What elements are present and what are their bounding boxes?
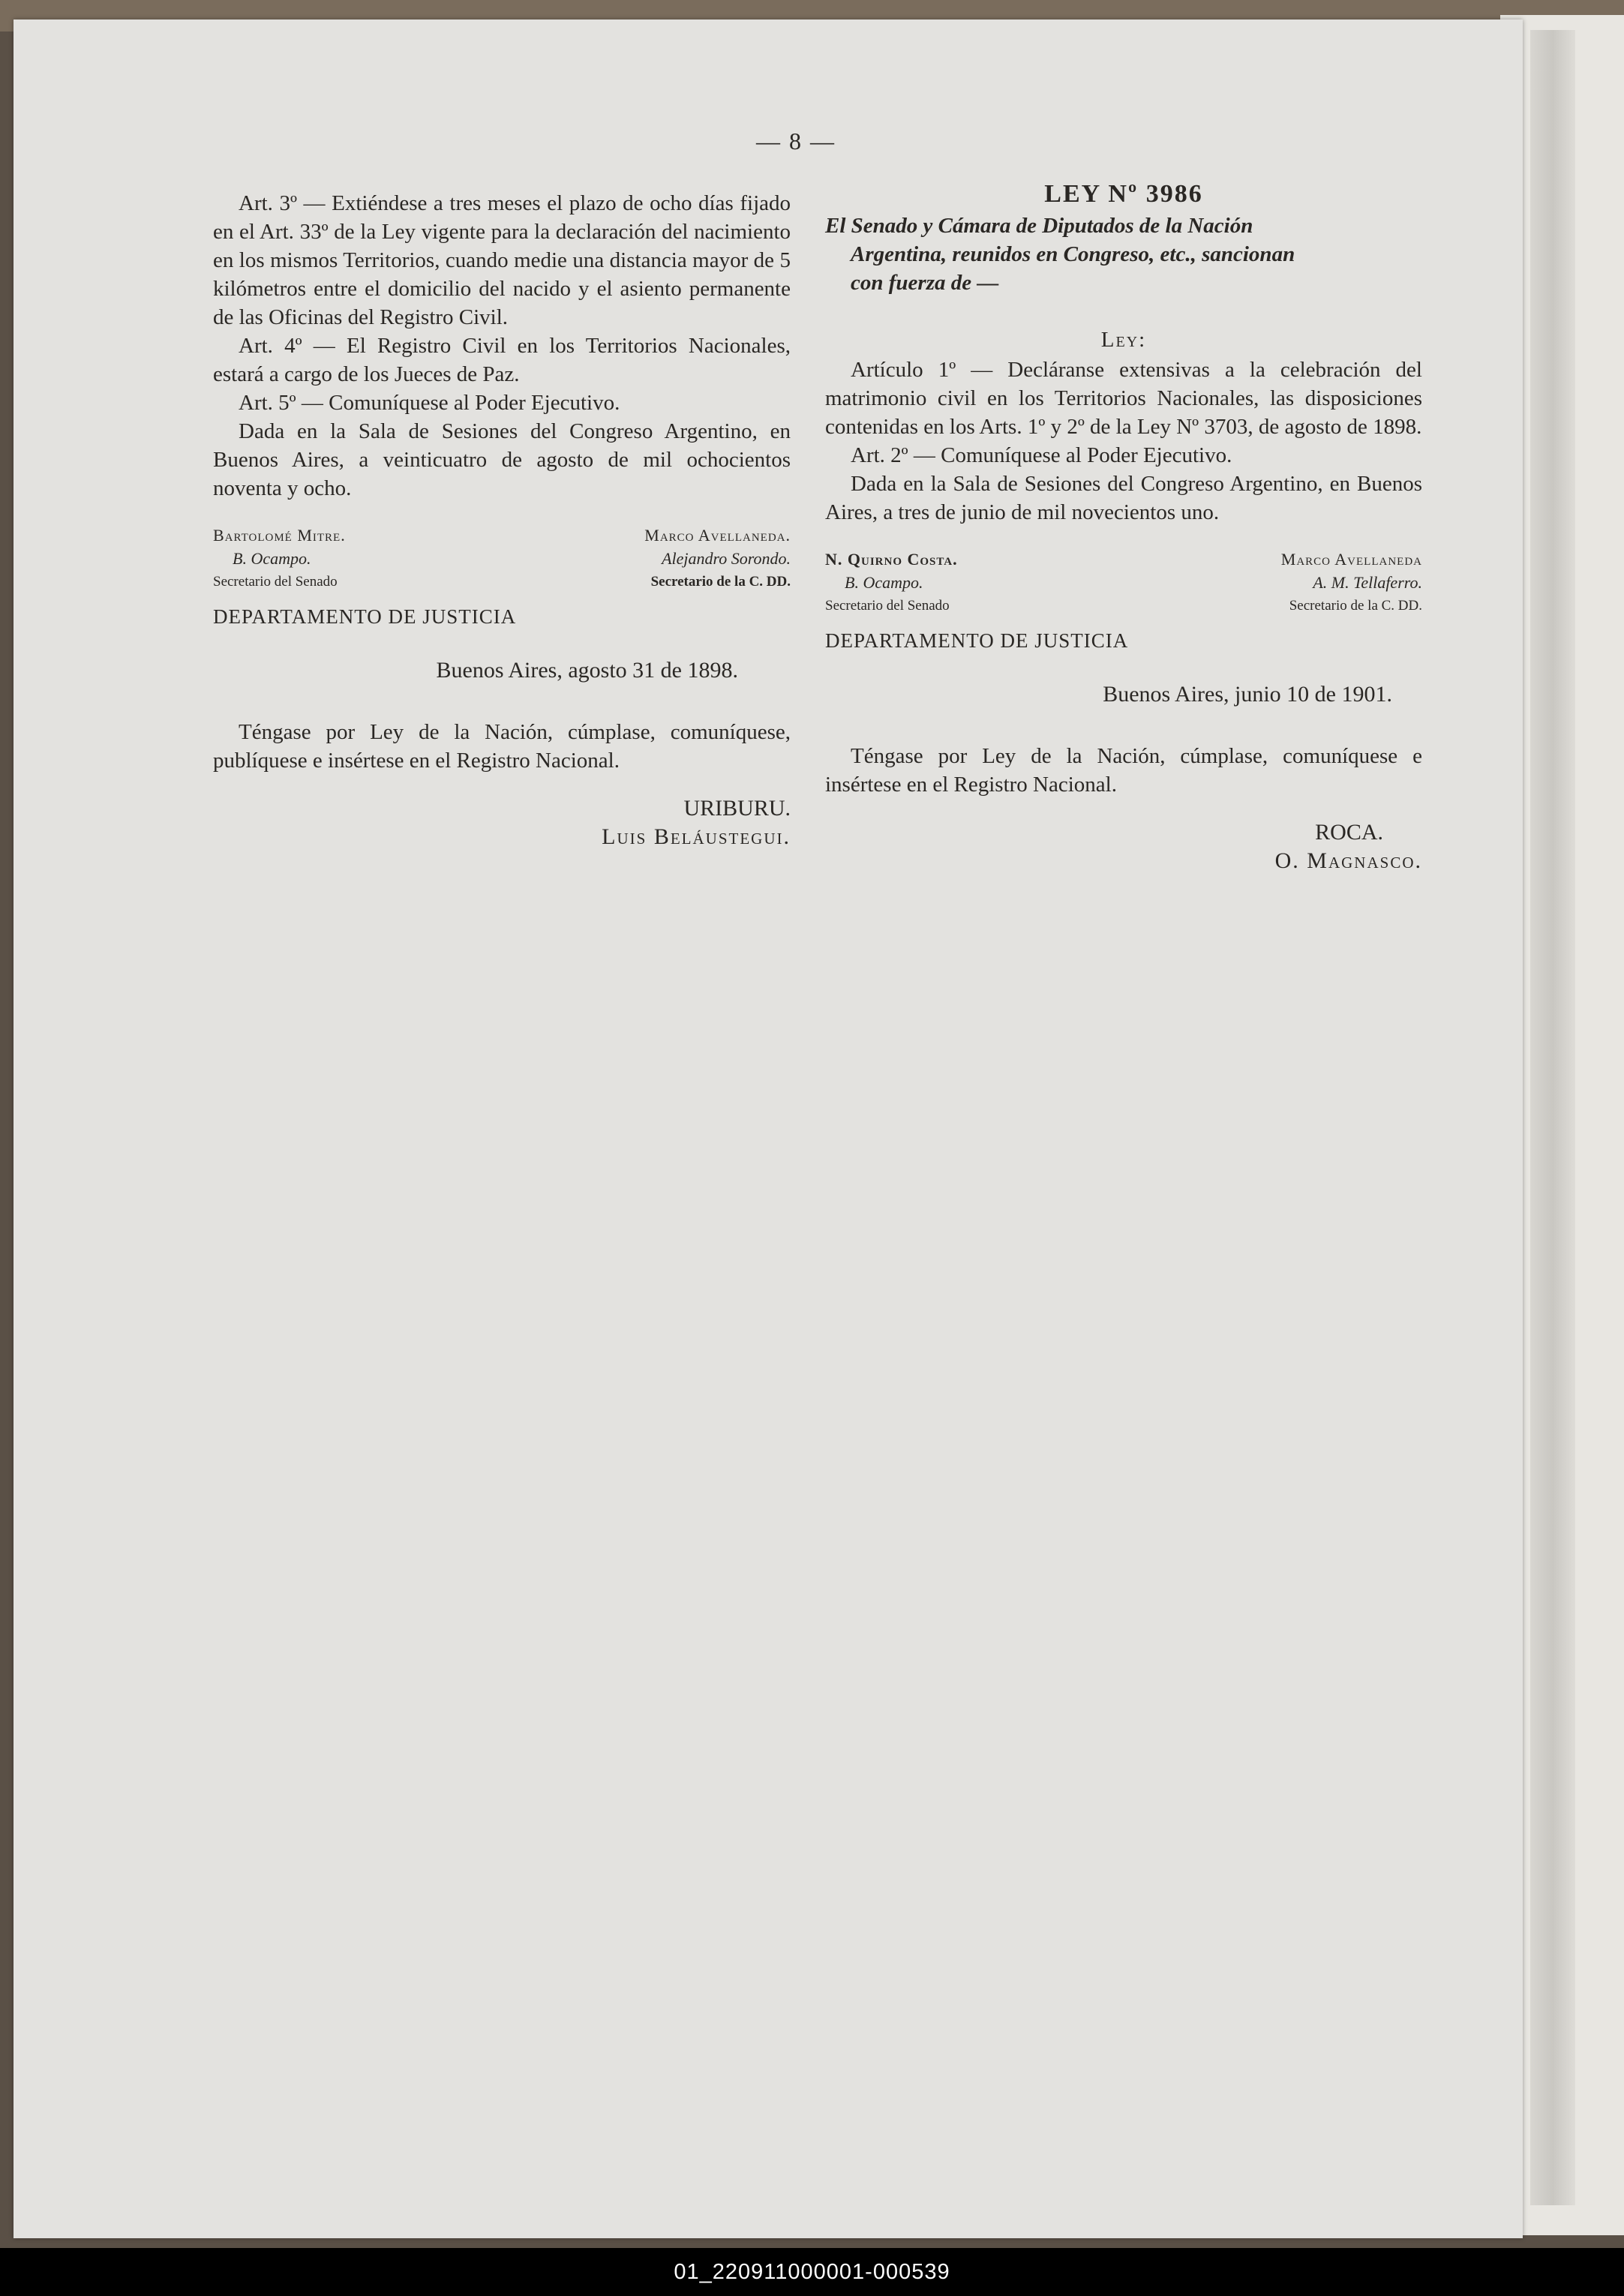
page-number: — 8 — xyxy=(756,128,836,155)
senate-president-name: Bartolomé Mitre. xyxy=(213,526,346,545)
preamble-line: Argentina, reunidos en Congreso, etc., sancionan xyxy=(851,242,1295,266)
signatures xyxy=(213,524,791,593)
minister-signature: O. Magnasco. xyxy=(1274,848,1422,873)
signatures xyxy=(825,548,1422,617)
deputies-signature xyxy=(644,524,791,593)
scanned-page xyxy=(14,20,1523,2238)
promulgation-date: Buenos Aires, junio 10 de 1901. xyxy=(1103,682,1392,707)
left-column xyxy=(213,189,791,851)
promulgation-date: Buenos Aires, agosto 31 de 1898. xyxy=(436,658,738,683)
enactment-clause: Dada en la Sala de Sesiones del Congreso Argentino, en Buenos Aires, a tres de junio de mil novecientos uno. xyxy=(825,472,1422,524)
right-column xyxy=(825,180,1422,875)
article-5: Art. 5º — Comuníquese al Poder Ejecutivo. xyxy=(239,391,620,415)
binder-spine xyxy=(1530,30,1575,2205)
article-4: Art. 4º — El Registro Civil en los Territorios Nacionales, estará a cargo de los Jueces de Paz. xyxy=(213,334,791,386)
preamble-line: El Senado y Cámara de Diputados de la Nación xyxy=(825,214,1253,238)
scan-id-label: 01_220911000001-000539 xyxy=(0,2248,1624,2296)
deputies-secretary-name: Alejandro Sorondo. xyxy=(662,549,791,568)
deputies-president-name: Marco Avellaneda xyxy=(1280,550,1422,569)
enactment-clause: Dada en la Sala de Sesiones del Congreso Argentino, en Buenos Aires, a veinticuatro de agosto de mil ochocientos noventa y ocho. xyxy=(213,419,791,500)
article-1: Artículo 1º — Decláranse extensivas a la celebración del matrimonio civil en los Territorios Nacionales, las disposiciones contenidas en los Arts. 1º y 2º de la Ley Nº 3703, de agosto de 1898. xyxy=(825,358,1422,439)
promulgation-signatures xyxy=(213,794,791,851)
ley-heading: Ley: xyxy=(1100,328,1147,352)
president-signature: URIBURU. xyxy=(683,796,791,821)
department-heading: DEPARTAMENTO DE JUSTICIA xyxy=(825,629,1129,652)
article-2: Art. 2º — Comuníquese al Poder Ejecutivo. xyxy=(851,443,1232,467)
minister-signature: Luis Beláustegui. xyxy=(602,824,791,849)
senate-secretary-name: B. Ocampo. xyxy=(233,549,311,568)
deputies-secretary-role: Secretario de la C. DD. xyxy=(650,574,791,590)
promulgation-signatures xyxy=(825,818,1422,875)
preamble-line: con fuerza de — xyxy=(851,271,999,295)
deputies-president-name: Marco Avellaneda. xyxy=(644,526,791,545)
promulgation-decree: Téngase por Ley de la Nación, cúmplase, comuníquese, publíquese e insértese en el Registro Nacional. xyxy=(213,720,791,773)
article-3: Art. 3º — Extiéndese a tres meses el plazo de ocho días fijado en el Art. 33º de la Ley vigente para la declaración del nacimiento en los mismos Territorios, cuando medie una distancia mayor de 5 kilómetros entre el domicilio del nacido y el asiento permanente de las Oficinas del Registro Civil. xyxy=(213,191,791,329)
senate-secretary-name: B. Ocampo. xyxy=(845,573,923,592)
promulgation-decree: Téngase por Ley de la Nación, cúmplase, comuníquese e insértese en el Registro Nacional. xyxy=(825,744,1422,797)
senate-secretary-role: Secretario del Senado xyxy=(213,574,338,590)
senate-signature xyxy=(213,524,346,593)
law-title: LEY Nº 3986 xyxy=(1044,180,1203,208)
deputies-secretary-name: A. M. Tellaferro. xyxy=(1313,573,1422,592)
senate-secretary-role: Secretario del Senado xyxy=(825,598,950,614)
deputies-secretary-role: Secretario de la C. DD. xyxy=(1289,598,1422,614)
preamble xyxy=(825,212,1422,297)
president-signature: ROCA. xyxy=(1315,820,1383,845)
department-heading: DEPARTAMENTO DE JUSTICIA xyxy=(213,605,517,628)
senate-president-name: N. Quirno Costa. xyxy=(825,550,958,569)
deputies-signature xyxy=(1281,548,1422,617)
senate-signature xyxy=(825,548,958,617)
